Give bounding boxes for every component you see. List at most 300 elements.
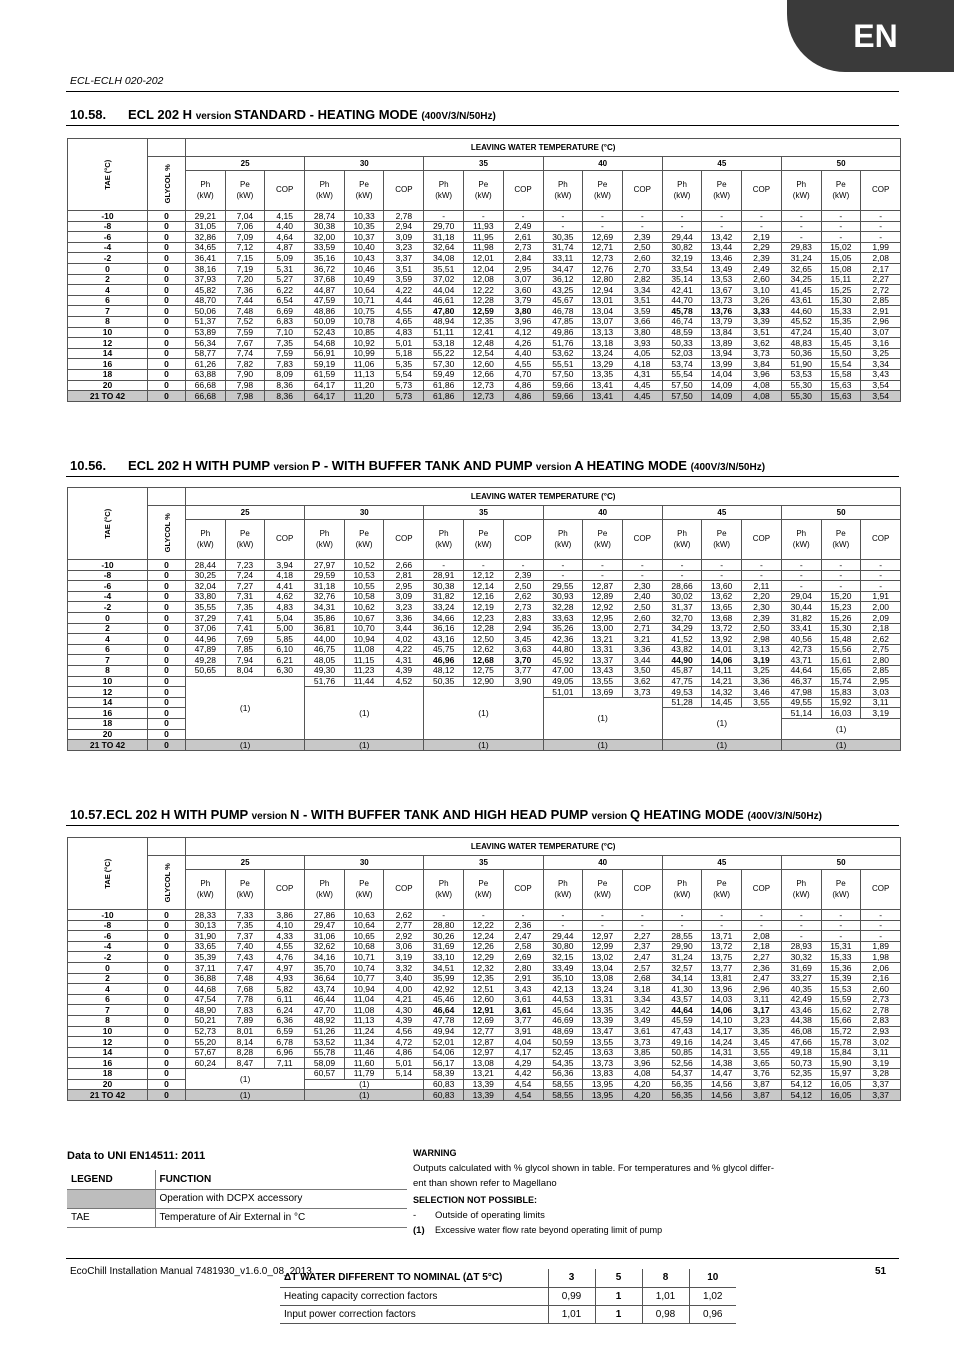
table-cell: -	[583, 560, 623, 571]
glycol-label: GLYCOL %	[162, 512, 172, 552]
table-cell: 53,52	[305, 1037, 345, 1048]
table-cell: 32,28	[543, 602, 583, 613]
table-cell: 35,70	[305, 962, 345, 973]
table-cell: 2,60	[741, 274, 781, 285]
table-row	[68, 232, 901, 243]
table-cell: -	[662, 570, 702, 581]
table-cell: 7,94	[225, 655, 265, 666]
table-cell: 57,67	[186, 1047, 226, 1058]
table-cell: 13,46	[702, 253, 742, 264]
table-cell: 42,36	[543, 634, 583, 645]
table-cell: 15,56	[821, 644, 861, 655]
col-header: Ph (kW)	[543, 870, 583, 910]
table-cell: -	[861, 560, 901, 571]
table-cell: 12,73	[463, 391, 503, 402]
table-cell: 35,99	[424, 973, 464, 984]
table-cell: 12,91	[463, 1005, 503, 1016]
table-cell: 13,99	[702, 359, 742, 370]
tae-header	[68, 838, 148, 910]
lwt-header: LEAVING WATER TEMPERATURE (°C)	[186, 139, 901, 157]
table-cell: 29,59	[305, 570, 345, 581]
temp-header: 50	[781, 506, 900, 520]
table-cell: 3,43	[861, 369, 901, 380]
table-cell: -	[861, 581, 901, 592]
table-cell: 58,09	[305, 1058, 345, 1069]
table-cell: 4,62	[265, 591, 305, 602]
table-cell: 36,88	[186, 973, 226, 984]
table-cell: 2,96	[861, 316, 901, 327]
table-cell: 5,18	[384, 348, 424, 359]
glycol-value: 0	[148, 1005, 186, 1016]
table-cell: 3,09	[384, 591, 424, 602]
table-cell: 12,95	[583, 612, 623, 623]
tae-value: 7	[68, 655, 148, 666]
table-cell: 11,98	[463, 242, 503, 253]
table-row	[68, 1047, 901, 1058]
glycol-value: 0	[148, 242, 186, 253]
table-cell: 32,15	[543, 952, 583, 963]
table-cell: 3,37	[861, 1079, 901, 1090]
table-cell: 33,63	[543, 612, 583, 623]
table-cell: 7,20	[225, 274, 265, 285]
table-cell: 10,85	[344, 327, 384, 338]
table-row	[68, 560, 901, 571]
tae-value: 14	[68, 697, 148, 708]
table-cell: 36,12	[543, 274, 583, 285]
table-cell: 44,04	[424, 285, 464, 296]
table-cell: 2,20	[741, 591, 781, 602]
lwt-header: LEAVING WATER TEMPERATURE (°C)	[186, 488, 901, 506]
table-cell: 28,93	[781, 941, 821, 952]
warning-block	[413, 1146, 813, 1238]
table-cell: 31,18	[305, 581, 345, 592]
table-cell: 13,69	[583, 687, 623, 698]
table-cell: 31,90	[186, 931, 226, 942]
temp-header: 25	[186, 157, 305, 171]
table-cell: 3,19	[384, 952, 424, 963]
table-cell: 15,30	[821, 623, 861, 634]
table-cell: 45,46	[424, 994, 464, 1005]
table-cell: 4,17	[503, 1047, 543, 1058]
table-cell: 3,36	[622, 644, 662, 655]
table-cell: 32,65	[781, 263, 821, 274]
table-cell: 47,80	[424, 306, 464, 317]
table-cell: 59,49	[424, 369, 464, 380]
table-cell: 7,35	[265, 338, 305, 349]
table-cell: 2,39	[741, 612, 781, 623]
section-title-part: Q HEATING MODE	[629, 807, 748, 822]
table-cell: 11,93	[463, 221, 503, 232]
table-cell: 13,04	[583, 306, 623, 317]
temp-header: 30	[305, 506, 424, 520]
table-cell: 66,68	[186, 380, 226, 391]
header-blank	[148, 139, 186, 157]
glycol-value: 0	[148, 676, 186, 687]
table-cell: 49,18	[781, 1047, 821, 1058]
table-cell: 3,34	[622, 285, 662, 296]
table-cell: 54,12	[781, 1079, 821, 1090]
table-cell: 7,59	[265, 348, 305, 359]
table-cell: 2,17	[861, 263, 901, 274]
table-cell: 3,65	[741, 1058, 781, 1069]
table-cell: 13,01	[583, 295, 623, 306]
table-cell: 12,89	[583, 591, 623, 602]
table-cell: 4,83	[265, 602, 305, 613]
table-cell: 6,83	[265, 316, 305, 327]
col-header: Ph (kW)	[662, 870, 702, 910]
table-cell: 60,83	[424, 1090, 464, 1101]
table-cell: 30,02	[662, 591, 702, 602]
table-cell: 3,17	[741, 1005, 781, 1016]
table-cell: 11,13	[344, 369, 384, 380]
table-cell: 3,90	[503, 676, 543, 687]
table-cell: 13,84	[702, 327, 742, 338]
col-header: Ph (kW)	[305, 520, 345, 560]
tae-value: 16	[68, 359, 148, 370]
table-cell: 4,08	[741, 391, 781, 402]
table-cell: 44,90	[662, 655, 702, 666]
table-cell: 50,33	[662, 338, 702, 349]
table-cell: 10,64	[344, 285, 384, 296]
temp-header: 50	[781, 856, 900, 870]
table-cell: 11,08	[344, 1005, 384, 1016]
table-cell: 40,35	[781, 984, 821, 995]
table-cell: 56,35	[662, 1090, 702, 1101]
section-title-part: N - WITH BUFFER TANK AND HIGH HEAD PUMP	[289, 807, 592, 822]
table-cell: 49,94	[424, 1026, 464, 1037]
table-cell: 12,50	[463, 634, 503, 645]
table-cell: 3,34	[861, 359, 901, 370]
table-cell: 46,64	[424, 1005, 464, 1016]
table-cell: -	[821, 560, 861, 571]
table-cell: 49,28	[186, 655, 226, 666]
table-cell: 34,08	[424, 253, 464, 264]
table-cell: 34,16	[305, 952, 345, 963]
table-cell: 28,80	[424, 920, 464, 931]
table-cell: 49,86	[543, 327, 583, 338]
table-cell: 10,53	[344, 570, 384, 581]
table-cell: 51,76	[305, 676, 345, 687]
table-cell: -	[861, 931, 901, 942]
table-cell: -	[662, 920, 702, 931]
table-cell: 15,39	[821, 973, 861, 984]
table-cell: 10,68	[344, 941, 384, 952]
table-cell: 4,22	[384, 644, 424, 655]
table-cell: 13,72	[702, 941, 742, 952]
manual-reference: EcoChill Installation Manual 7481930_v1.6.0_08_2013	[70, 1266, 312, 1277]
table-cell: -	[543, 570, 583, 581]
table-cell: 46,44	[305, 994, 345, 1005]
table-cell: 12,23	[463, 612, 503, 623]
page-number: 51	[875, 1266, 887, 1277]
tae-value: 18	[68, 718, 148, 729]
table-cell: 12,62	[463, 644, 503, 655]
table-cell: 12,04	[463, 263, 503, 274]
table-cell: 2,78	[861, 1005, 901, 1016]
table-cell: 2,16	[861, 973, 901, 984]
table-cell: 4,40	[503, 348, 543, 359]
tae-value: 0	[68, 263, 148, 274]
table-cell: 48,59	[662, 327, 702, 338]
table-row	[68, 591, 901, 602]
table-cell: 3,37	[384, 253, 424, 264]
temp-header: 25	[186, 856, 305, 870]
table-cell: 4,52	[384, 676, 424, 687]
table-cell: 10,40	[344, 242, 384, 253]
table-cell: 31,82	[424, 591, 464, 602]
table-cell: 56,91	[305, 348, 345, 359]
table-cell: 4,42	[503, 1068, 543, 1079]
table-cell: -	[781, 570, 821, 581]
table-cell: 46,74	[662, 316, 702, 327]
table-cell: 12,32	[463, 962, 503, 973]
table-row	[68, 984, 901, 995]
table-cell: 50,36	[781, 348, 821, 359]
glycol-value: 0	[148, 306, 186, 317]
table-cell: 2,49	[503, 221, 543, 232]
table-cell: 33,65	[186, 941, 226, 952]
table-cell: 33,41	[781, 623, 821, 634]
table-cell: 13,07	[583, 316, 623, 327]
table-cell: 3,06	[384, 941, 424, 952]
table-cell: 3,55	[741, 1047, 781, 1058]
table-cell: 41,30	[662, 984, 702, 995]
col-header: Pe (kW)	[225, 520, 265, 560]
note-cell: (1)	[424, 740, 543, 751]
col-header: COP	[741, 171, 781, 211]
table-cell: 2,29	[741, 242, 781, 253]
table-cell: -	[781, 560, 821, 571]
table-cell: 53,18	[424, 338, 464, 349]
table-cell: 66,68	[186, 391, 226, 402]
table-cell: 12,87	[583, 581, 623, 592]
table-cell: 7,83	[265, 359, 305, 370]
table-cell: 30,80	[543, 941, 583, 952]
table-cell: 3,73	[741, 348, 781, 359]
table-cell: 46,78	[543, 306, 583, 317]
table-cell: 13,53	[702, 274, 742, 285]
table-cell: 13,92	[702, 634, 742, 645]
col-header: Ph (kW)	[305, 171, 345, 211]
table-cell: 30,44	[781, 602, 821, 613]
table-cell: 10,52	[344, 560, 384, 571]
table-cell: 7,24	[225, 570, 265, 581]
table-cell: 2,78	[384, 211, 424, 222]
table-cell: 2,58	[503, 941, 543, 952]
table-cell: 61,59	[305, 369, 345, 380]
table-cell: 33,11	[543, 253, 583, 264]
table-cell: 12,87	[463, 1037, 503, 1048]
table-cell: 12,69	[463, 1015, 503, 1026]
glycol-value: 0	[148, 348, 186, 359]
table-cell: 34,29	[662, 623, 702, 634]
table-cell: 4,76	[265, 952, 305, 963]
table-cell: 2,61	[503, 232, 543, 243]
table-cell: 10,94	[344, 984, 384, 995]
table-cell: 11,34	[344, 1037, 384, 1048]
col-header: Pe (kW)	[463, 520, 503, 560]
table-cell: 7,48	[225, 306, 265, 317]
table-cell: 2,91	[503, 973, 543, 984]
table-row	[68, 910, 901, 921]
table-cell: 12,01	[463, 253, 503, 264]
table-cell: 6,54	[265, 295, 305, 306]
header-rule	[66, 91, 899, 92]
table-cell: -	[702, 570, 742, 581]
table-cell: 64,17	[305, 391, 345, 402]
table-row	[68, 740, 901, 751]
col-header: COP	[265, 171, 305, 211]
table-cell: 12,35	[463, 973, 503, 984]
tae-value: 10	[68, 327, 148, 338]
col-header: COP	[503, 171, 543, 211]
table-cell: 54,12	[781, 1090, 821, 1101]
col-header: COP	[861, 171, 901, 211]
table-cell: 37,93	[186, 274, 226, 285]
table-cell: 44,38	[781, 1015, 821, 1026]
table-cell: 7,33	[225, 910, 265, 921]
table-cell: 12,60	[463, 994, 503, 1005]
table-cell: 4,93	[265, 973, 305, 984]
table-cell: 15,66	[821, 1015, 861, 1026]
table-cell: 4,87	[265, 242, 305, 253]
col-header: Pe (kW)	[702, 520, 742, 560]
table-cell: 4,15	[265, 211, 305, 222]
warning-text-2: ent than shown refer to Magellano	[413, 1178, 557, 1189]
table-cell: -	[702, 560, 742, 571]
table-cell: 30,38	[424, 581, 464, 592]
table-cell: 29,21	[186, 211, 226, 222]
table-cell: 33,10	[424, 952, 464, 963]
table-cell: 12,51	[463, 984, 503, 995]
table-cell: 13,08	[583, 973, 623, 984]
table-cell: 57,50	[662, 380, 702, 391]
footer-rule	[66, 1258, 899, 1259]
tae-value: 18	[68, 369, 148, 380]
section-title-part: version	[195, 111, 235, 122]
table-cell: -	[424, 910, 464, 921]
table-cell: 32,64	[424, 242, 464, 253]
table-cell: 40,56	[781, 634, 821, 645]
table-cell: 11,60	[344, 1058, 384, 1069]
table-cell: 3,54	[861, 380, 901, 391]
table-cell: 3,44	[622, 655, 662, 666]
col-header: Ph (kW)	[186, 520, 226, 560]
table-cell: 2,30	[622, 581, 662, 592]
table-cell: 58,55	[543, 1090, 583, 1101]
glycol-value: 0	[148, 1026, 186, 1037]
table-row	[68, 602, 901, 613]
table-cell: 15,36	[821, 962, 861, 973]
glycol-value: 0	[148, 221, 186, 232]
table-cell: 15,31	[821, 941, 861, 952]
glycol-value: 0	[148, 1037, 186, 1048]
table-cell: 51,28	[662, 697, 702, 708]
table-cell: -	[662, 560, 702, 571]
table-cell: 10,67	[344, 612, 384, 623]
table-cell: 3,62	[622, 676, 662, 687]
table-cell: 57,50	[662, 391, 702, 402]
table-cell: 36,41	[186, 253, 226, 264]
table-cell: 3,79	[503, 295, 543, 306]
table-cell: 13,43	[583, 665, 623, 676]
table-cell: 60,83	[424, 1079, 464, 1090]
glycol-value: 0	[148, 285, 186, 296]
table-cell: 3,40	[384, 973, 424, 984]
table-cell: 35,16	[305, 253, 345, 264]
table-cell: 13,35	[583, 369, 623, 380]
glycol-value: 0	[148, 1015, 186, 1026]
table-cell: 44,64	[662, 1005, 702, 1016]
table-cell: -	[583, 910, 623, 921]
table-cell: 2,39	[741, 253, 781, 264]
glycol-value: 0	[148, 1090, 186, 1101]
table-cell: 12,54	[463, 348, 503, 359]
table-cell: 42,49	[781, 994, 821, 1005]
table-cell: 7,40	[225, 941, 265, 952]
delta-t-correction-table	[280, 1269, 736, 1324]
table-cell: 47,54	[186, 994, 226, 1005]
table-cell: 6,96	[265, 1047, 305, 1058]
glycol-label: GLYCOL %	[162, 163, 172, 203]
temp-header: 35	[424, 506, 543, 520]
table-cell: 29,70	[424, 221, 464, 232]
table-cell: 3,28	[861, 1068, 901, 1079]
table-cell: 13,49	[702, 263, 742, 274]
legend-grey-swatch	[67, 1189, 155, 1208]
table-cell: -	[781, 232, 821, 243]
table-cell: 7,69	[225, 634, 265, 645]
delta-t-col: 10	[689, 1269, 736, 1287]
table-row	[68, 369, 901, 380]
table-cell: 15,61	[821, 655, 861, 666]
table-cell: 13,29	[583, 359, 623, 370]
table-cell: 49,55	[781, 697, 821, 708]
table-cell: -	[861, 211, 901, 222]
table-cell: 7,52	[225, 316, 265, 327]
table-cell: 7,89	[225, 1015, 265, 1026]
table-cell: 10,71	[344, 295, 384, 306]
table-cell: 14,04	[702, 369, 742, 380]
tae-value: -6	[68, 232, 148, 243]
table-cell: 13,89	[702, 338, 742, 349]
table-cell: 49,53	[662, 687, 702, 698]
tae-value: 21 TO 42	[68, 1090, 148, 1101]
table-cell: 29,55	[543, 581, 583, 592]
table-cell: 15,40	[821, 327, 861, 338]
col-header: Ph (kW)	[543, 520, 583, 560]
table-cell: 3,19	[861, 1058, 901, 1069]
glycol-value: 0	[148, 327, 186, 338]
section-title-part: STANDARD - HEATING MODE	[234, 107, 422, 122]
table-cell: 13,41	[583, 380, 623, 391]
glycol-value: 0	[148, 973, 186, 984]
table-cell: 60,24	[186, 1058, 226, 1069]
table-cell: -	[861, 221, 901, 232]
col-header: COP	[384, 171, 424, 211]
table-cell: 7,85	[225, 644, 265, 655]
table-cell: 7,35	[225, 602, 265, 613]
glycol-value: 0	[148, 718, 186, 729]
table-cell: 2,73	[861, 994, 901, 1005]
table-cell: 5,54	[384, 369, 424, 380]
table-cell: -	[583, 920, 623, 931]
table-cell: 28,33	[186, 910, 226, 921]
table-cell: 33,49	[543, 962, 583, 973]
table-cell: -	[424, 560, 464, 571]
tae-value: -10	[68, 211, 148, 222]
table-cell: 2,91	[861, 306, 901, 317]
